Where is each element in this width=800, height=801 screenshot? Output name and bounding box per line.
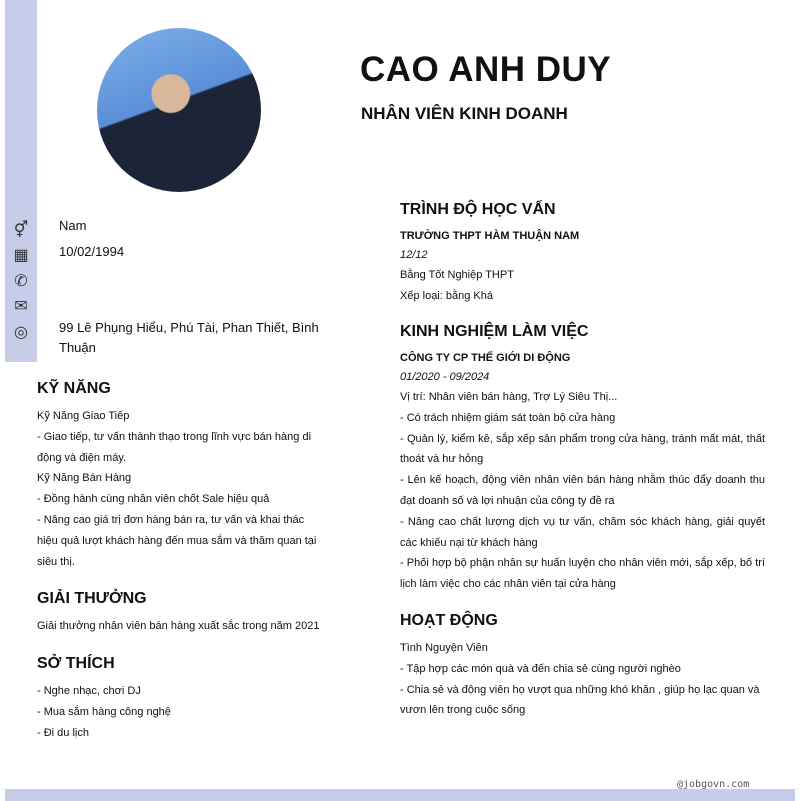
education-section: [400, 201, 765, 307]
text-line: - Quản lý, kiểm kê, sắp xếp sản phẩm trong cửa hàng, tránh mất mát, thất thoát và hư hỏng: [400, 432, 765, 466]
email-icon: ✉: [14, 298, 28, 316]
section-heading: KỸ NĂNG: [37, 380, 111, 397]
profile-photo: [97, 28, 261, 192]
section-heading: TRÌNH ĐỘ HỌC VẤN: [400, 201, 556, 218]
text-line: - Mua sắm hàng công nghệ: [37, 705, 171, 718]
text-line: - Lên kế hoạch, động viên nhân viên bán hàng nhằm thúc đẩy doanh thu đạt doanh số và lợi nhuận của công ty đề ra: [400, 474, 765, 507]
activities-section: [400, 612, 765, 721]
phone-icon: ✆: [14, 272, 28, 290]
awards-section: [37, 590, 327, 637]
job-title: NHÂN VIÊN KINH DOANH: [361, 104, 568, 123]
text-line: - Có trách nhiệm giám sát toàn bộ cửa hàng: [400, 411, 616, 424]
text-line: Kỹ Năng Giao Tiếp: [37, 410, 130, 422]
school-name: TRƯỜNG THPT HÀM THUẬN NAM: [400, 230, 580, 242]
text-line: - Chia sẻ và động viên họ vượt qua những khó khăn , giúp họ lạc quan và vươn lên trong cuộc sống: [400, 683, 760, 717]
text-line: Giải thưởng nhân viên bán hàng xuất sắc trong năm 2021: [37, 620, 320, 632]
text-line: Vị trí: Nhân viên bán hàng, Trợ Lý Siêu Thị...: [400, 391, 618, 403]
section-heading: HOẠT ĐỘNG: [400, 612, 498, 629]
full-name: CAO ANH DUY: [360, 50, 612, 89]
section-heading: GIẢI THƯỞNG: [37, 590, 147, 607]
text-line: Kỹ Năng Bán Hàng: [37, 472, 132, 485]
section-heading: SỞ THÍCH: [37, 655, 115, 672]
text-line: Bằng Tốt Nghiệp THPT: [400, 269, 514, 281]
company-name: CÔNG TY CP THẾ GIỚI DI ĐỘNG: [400, 352, 571, 364]
text-line: - Nâng cao giá trị đơn hàng bán ra, tư vấn và khai thác hiệu quả lượt khách hàng đến mua sắm và thăm quan tại siêu thị.: [37, 513, 317, 568]
date-of-birth: 10/02/1994: [59, 244, 125, 259]
text-line: - Nghe nhạc, chơi DJ: [37, 685, 141, 697]
hobbies-section: [37, 655, 327, 743]
text-line: - Đồng hành cùng nhân viên chốt Sale hiệu quả: [37, 493, 270, 506]
text-line: - Đi du lịch: [37, 726, 89, 739]
experience-section: [400, 323, 765, 595]
bottom-accent-bar: [5, 789, 795, 801]
skills-section: [37, 380, 327, 572]
text-line: - Tập hợp các món quà và đến chia sẻ cùng người nghèo: [400, 662, 681, 675]
text-line: Tình Nguyện Viên: [400, 642, 488, 654]
calendar-icon: ▦: [13, 247, 29, 265]
text-line: - Nâng cao chất lượng dịch vụ tư vấn, chăm sóc khách hàng, giải quyết các khiếu nại từ khách hàng: [400, 515, 765, 549]
address: 99 Lê Phụng Hiểu, Phú Tài, Phan Thiết, Bình Thuận: [59, 320, 319, 355]
location-icon: ◎: [14, 323, 28, 341]
gender-icon: ⚥: [13, 221, 29, 239]
text-line: - Giao tiếp, tư vấn thành thạo trong lĩnh vực bán hàng di động và điện máy.: [37, 430, 312, 464]
period: 12/12: [400, 249, 428, 261]
period: 01/2020 - 09/2024: [400, 371, 490, 383]
text-line: - Phối hợp bộ phận nhân sự huấn luyện cho nhân viên mới, sắp xếp, bố trí lịch làm việc cho các nhân viên tại cửa hàng: [400, 557, 765, 591]
text-line: Xếp loại: bằng Khá: [400, 289, 493, 302]
watermark: @jobgovn.com: [677, 779, 750, 790]
section-heading: KINH NGHIỆM LÀM VIỆC: [400, 323, 589, 340]
gender: Nam: [59, 218, 87, 233]
